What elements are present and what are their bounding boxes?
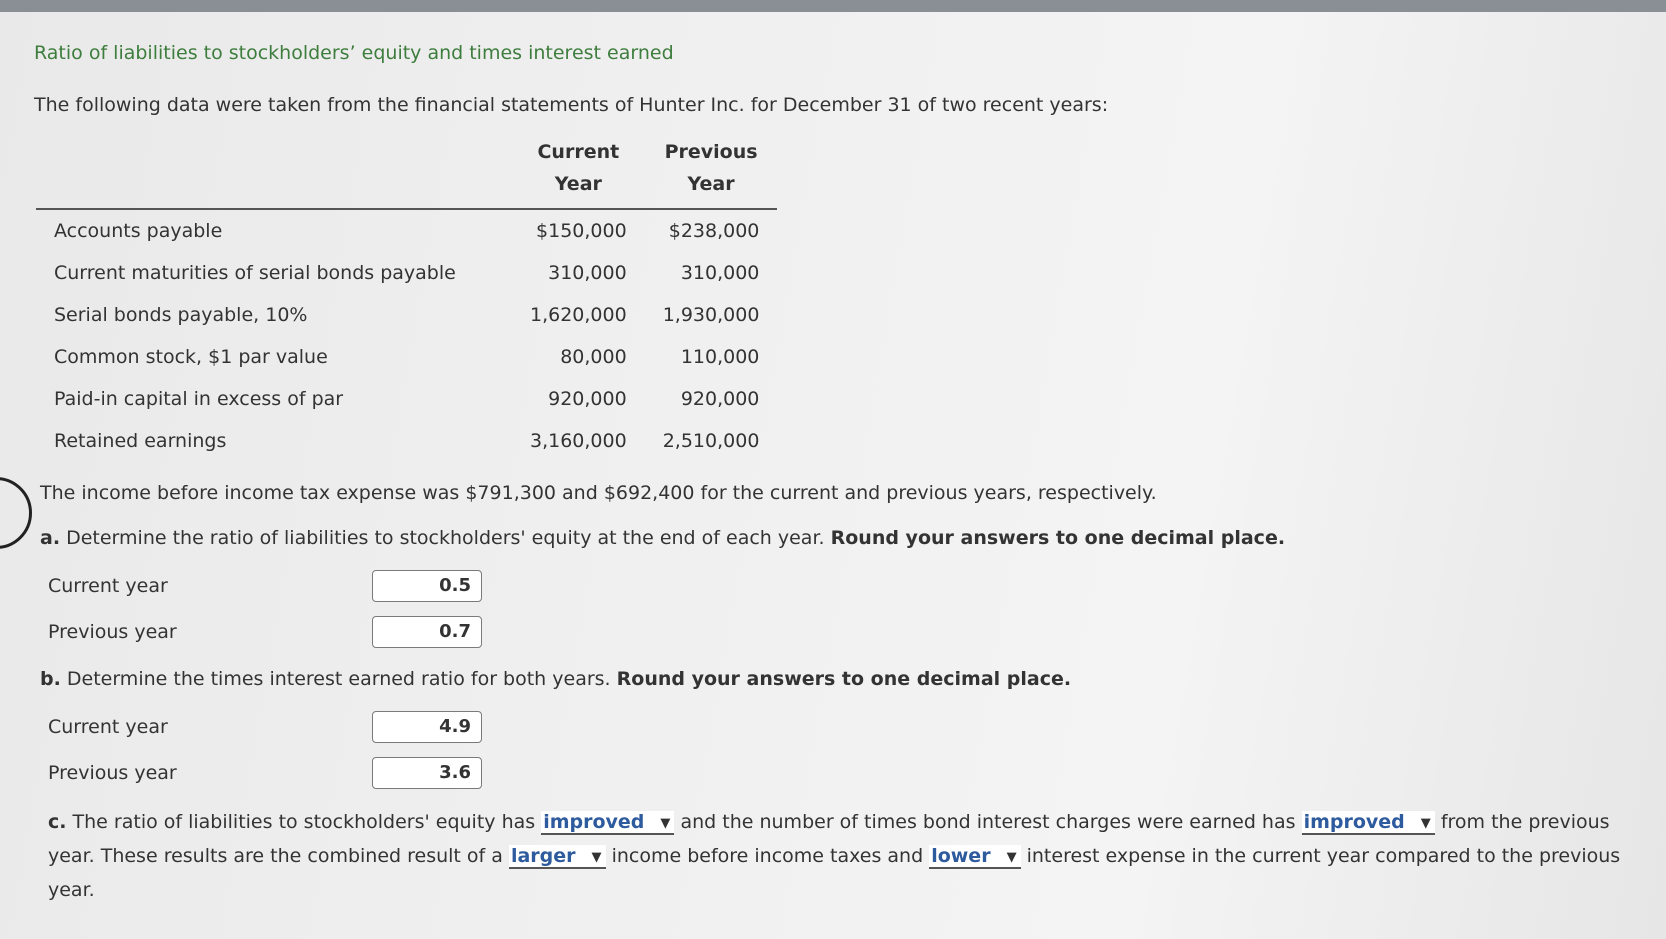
previous-value: 1,930,000 xyxy=(662,304,760,326)
current-value: 920,000 xyxy=(548,388,627,410)
table-row xyxy=(36,209,777,252)
equity-ratio-dropdown[interactable]: improved ▼ xyxy=(541,811,674,835)
side-circle-marker xyxy=(0,477,32,549)
part-a-current-input[interactable]: 0.5 xyxy=(372,570,482,602)
table-row xyxy=(36,294,777,336)
current-value: 80,000 xyxy=(560,346,627,368)
chevron-down-icon: ▼ xyxy=(1006,850,1017,865)
part-b-previous-input[interactable]: 3.6 xyxy=(372,757,482,789)
header-previous-year: Previous Year xyxy=(645,132,778,209)
part-a-current-label: Current year xyxy=(48,575,168,597)
table-row xyxy=(36,252,777,294)
previous-value: $238,000 xyxy=(668,220,760,242)
chevron-down-icon: ▼ xyxy=(591,850,602,865)
part-b-instruction: b. Determine the times interest earned ratio for both years. Round your answers to one decimal place. xyxy=(40,668,1072,690)
income-size-dropdown[interactable]: larger ▼ xyxy=(509,845,606,869)
header-current-year: Current Year xyxy=(512,132,645,209)
financial-data-table xyxy=(36,132,777,462)
problem-title: Ratio of liabilities to stockholders’ equity and times interest earned xyxy=(34,42,674,64)
previous-value: 110,000 xyxy=(680,346,760,368)
current-value: 1,620,000 xyxy=(530,304,627,326)
part-b-previous-label: Previous year xyxy=(48,762,177,784)
times-interest-dropdown[interactable]: improved ▼ xyxy=(1302,811,1435,835)
row-label: Common stock, $1 par value xyxy=(54,346,328,368)
interest-expense-dropdown[interactable]: lower ▼ xyxy=(929,845,1020,869)
part-b-current-input[interactable]: 4.9 xyxy=(372,711,482,743)
table-row xyxy=(36,420,777,462)
table-row xyxy=(36,336,777,378)
part-a-instruction: a. Determine the ratio of liabilities to stockholders' equity at the end of each year. Round your answers to one decimal place. xyxy=(40,527,1286,549)
previous-value: 920,000 xyxy=(680,388,760,410)
current-value: 3,160,000 xyxy=(530,430,627,452)
current-value: 310,000 xyxy=(548,262,627,284)
table-header-row xyxy=(36,132,777,209)
row-label: Retained earnings xyxy=(54,430,227,452)
current-value: $150,000 xyxy=(536,220,627,242)
part-a-previous-input[interactable]: 0.7 xyxy=(372,616,482,648)
top-strip xyxy=(0,0,1666,12)
table-row xyxy=(36,378,777,420)
previous-value: 310,000 xyxy=(680,262,760,284)
problem-intro: The following data were taken from the financial statements of Hunter Inc. for December 31 of two recent years: xyxy=(34,94,1109,116)
row-label: Current maturities of serial bonds payable xyxy=(54,262,456,284)
part-c-paragraph: c. The ratio of liabilities to stockholders' equity has improved ▼ and the number of times bond interest charges were earned has improved ▼ from the previous year. These results are the combined result of a larger ▼ income before income taxes and lower ▼ interest expense in the current year compared to the previous year. xyxy=(48,811,1621,901)
row-label: Serial bonds payable, 10% xyxy=(54,304,308,326)
income-note: The income before income tax expense was $791,300 and $692,400 for the current and previous years, respectively. xyxy=(40,482,1157,504)
part-a-previous-label: Previous year xyxy=(48,621,177,643)
header-blank xyxy=(36,132,512,209)
row-label: Accounts payable xyxy=(54,220,223,242)
problem-page xyxy=(0,12,1666,939)
chevron-down-icon: ▼ xyxy=(660,816,671,831)
row-label: Paid-in capital in excess of par xyxy=(54,388,344,410)
chevron-down-icon: ▼ xyxy=(1420,816,1431,831)
previous-value: 2,510,000 xyxy=(662,430,760,452)
part-b-current-label: Current year xyxy=(48,716,168,738)
